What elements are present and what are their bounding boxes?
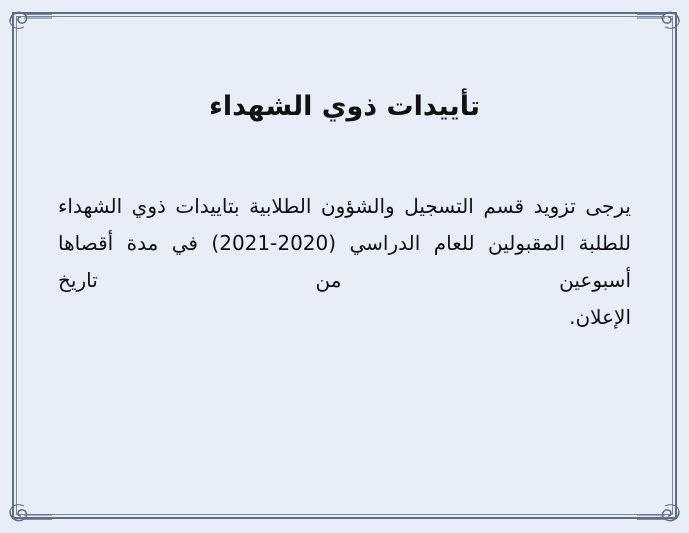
scroll-ornament-icon-bottom-left [8,497,54,525]
announcement-last-line: الإعلان. [569,304,631,329]
document-content [40,60,649,473]
scroll-ornament-icon-bottom-right [635,497,681,525]
announcement-paragraph [58,188,631,336]
page-title: تأييدات ذوي الشهداء [209,91,480,122]
scroll-ornament-icon-top-left [8,8,54,36]
scroll-ornament-icon-top-right [635,8,681,36]
announcement-text: يرجى تزويد قسم التسجيل والشؤون الطلابية بتاييدات ذوي الشهداء للطلبة المقبولين للعام الدراسي (2020-2021) في مدة أقصاها أسبوعين من تاريخ [58,193,631,292]
